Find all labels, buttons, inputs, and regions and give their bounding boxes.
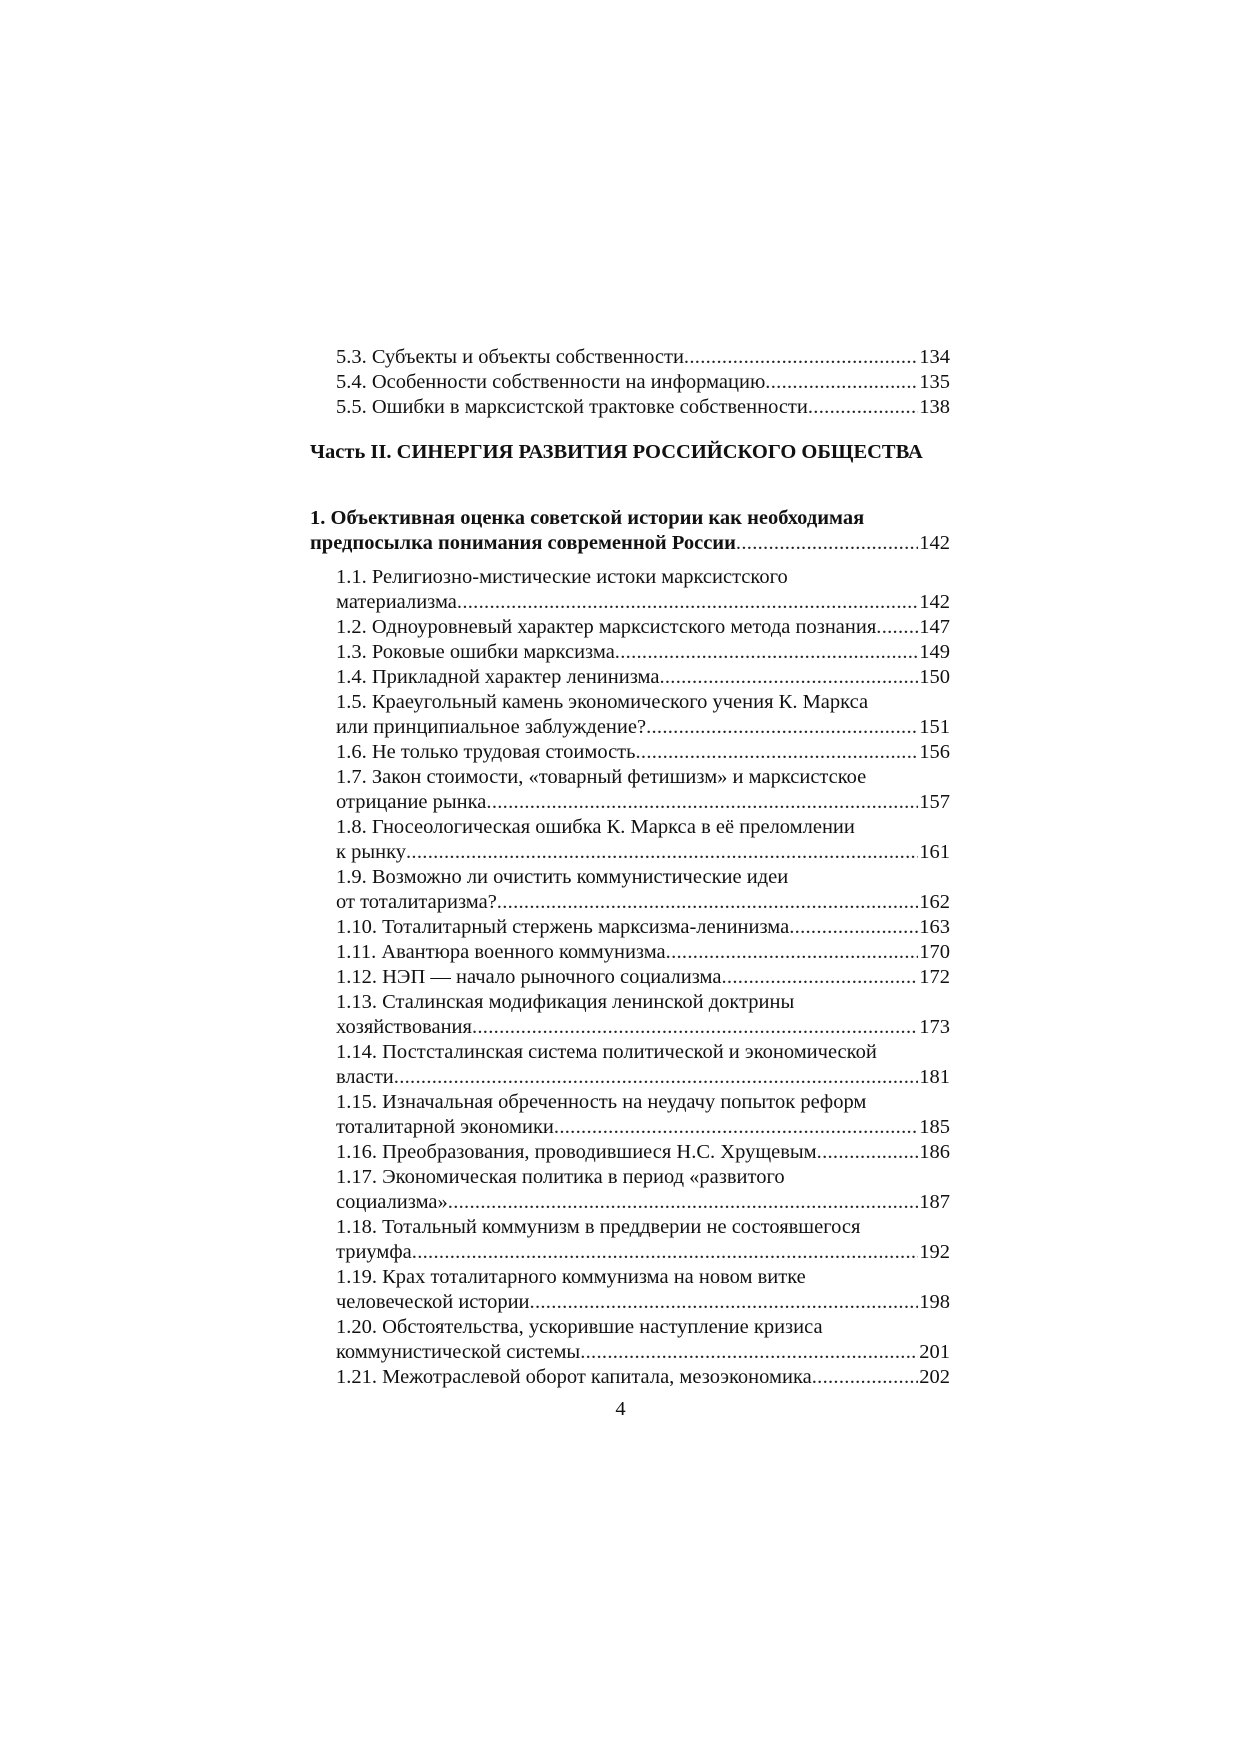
leader-dots: [412, 1240, 918, 1265]
toc-entry: [310, 345, 950, 370]
leader-dots: [554, 1115, 918, 1140]
toc-entry: [310, 665, 950, 690]
toc-entry-title: 5.3. Субъекты и объекты собственности: [336, 346, 684, 368]
toc-entry-title-line2: тоталитарной экономики: [336, 1116, 554, 1138]
toc-entry-page: 150: [919, 666, 950, 688]
toc-entry: [310, 395, 950, 420]
toc-entry-title-line1: 1.13. Сталинская модификация ленинской доктрины: [336, 991, 795, 1013]
toc-entry: [310, 690, 950, 740]
toc-entry-title-line2: хозяйствования: [336, 1016, 472, 1038]
toc-entry-title-line1: 1.18. Тотальный коммунизм в преддверии не состоявшегося: [336, 1216, 861, 1238]
toc-entry-page: 151: [919, 716, 950, 738]
toc-entry-title: 1.21. Межотраслевой оборот капитала, мезоэкономика: [336, 1366, 812, 1388]
toc-entry: [310, 1215, 950, 1265]
toc-entry: [310, 1140, 950, 1165]
toc-entry-title-line2: к рынку: [336, 841, 406, 863]
toc-entry-title-line1: 1.15. Изначальная обреченность на неудачу попыток реформ: [336, 1091, 867, 1113]
toc-entry: [310, 865, 950, 915]
leader-dots: [876, 615, 918, 640]
toc-entry-page: 198: [919, 1291, 950, 1313]
toc-entry-page: 163: [919, 916, 950, 938]
toc-entry-title: 1.16. Преобразования, проводившиеся Н.С. Хрущевым: [336, 1141, 817, 1163]
toc-entry-page: 142: [919, 591, 950, 613]
leader-dots: [394, 1065, 918, 1090]
leader-dots: [530, 1290, 919, 1315]
toc-entry: [310, 1365, 950, 1390]
toc-entry-title-line2: власти: [336, 1066, 394, 1088]
table-of-contents: [310, 345, 950, 1390]
toc-entry-page: 162: [919, 891, 950, 913]
leader-dots: [812, 1365, 919, 1390]
toc-entry: [310, 965, 950, 990]
toc-entry-title-line2: коммунистической системы: [336, 1341, 581, 1363]
toc-entry-page: 202: [919, 1366, 950, 1388]
toc-entry-page: 172: [919, 966, 950, 988]
toc-entry-title-line1: 1.8. Гносеологическая ошибка К. Маркса в её преломлении: [336, 816, 855, 838]
toc-chapter-entry: [310, 506, 950, 556]
leader-dots: [406, 840, 918, 865]
leader-dots: [486, 790, 918, 815]
toc-entry-page: 170: [919, 941, 950, 963]
toc-entry-page: 192: [919, 1241, 950, 1263]
toc-entry-page: 157: [919, 791, 950, 813]
leader-dots: [765, 370, 918, 395]
leader-dots: [472, 1015, 918, 1040]
toc-entry-title-line2: материализма: [336, 591, 457, 613]
toc-entry-page: 201: [919, 1341, 950, 1363]
toc-entry-title-line2: триумфа: [336, 1241, 412, 1263]
toc-entry-title-line1: 1.14. Постсталинская система политической и экономической: [336, 1041, 877, 1063]
section-list: [310, 565, 950, 1390]
toc-entry: [310, 370, 950, 395]
toc-entry-title: 1.6. Не только трудовая стоимость: [336, 741, 636, 763]
toc-entry-title-line1: 1.19. Крах тоталитарного коммунизма на новом витке: [336, 1266, 806, 1288]
toc-chapter-title-line2: предпосылка понимания современной России: [310, 532, 736, 554]
leader-dots: [615, 640, 918, 665]
leader-dots: [497, 890, 918, 915]
toc-entry: [310, 1165, 950, 1215]
toc-entry: [310, 1090, 950, 1140]
toc-entry: [310, 990, 950, 1040]
toc-entry: [310, 915, 950, 940]
toc-entry: [310, 640, 950, 665]
toc-entry-title: 1.12. НЭП — начало рыночного социализма: [336, 966, 722, 988]
toc-entry-title-line1: 1.17. Экономическая политика в период «развитого: [336, 1166, 785, 1188]
toc-entry: [310, 940, 950, 965]
toc-entry-title-line2: отрицание рынка: [336, 791, 487, 813]
leader-dots: [457, 590, 918, 615]
toc-entry: [310, 765, 950, 815]
toc-entry-title-line1: 1.1. Религиозно-мистические истоки марксистского: [336, 566, 788, 588]
toc-entry-title: 1.11. Авантюра военного коммунизма: [336, 941, 666, 963]
toc-chapter-title-line1: 1. Объективная оценка советской истории как необходимая: [310, 507, 865, 529]
leader-dots: [666, 940, 919, 965]
toc-entry: [310, 615, 950, 640]
toc-entry-title: 1.4. Прикладной характер ленинизма: [336, 666, 660, 688]
page-number: 4: [615, 1398, 626, 1420]
leader-dots: [808, 395, 918, 420]
toc-entry-title-line1: 1.5. Краеугольный камень экономического учения К. Маркса: [336, 691, 869, 713]
toc-entry-title-line2: человеческой истории: [336, 1291, 530, 1313]
toc-entry-page: 185: [919, 1116, 950, 1138]
toc-entry-title-line2: или принципиальное заблуждение?: [336, 716, 647, 738]
toc-entry-title: 1.10. Тоталитарный стержень марксизма-ленинизма: [336, 916, 790, 938]
toc-entry-title-line2: от тоталитаризма?: [336, 891, 497, 913]
leader-dots: [789, 915, 918, 940]
toc-entry-page: 187: [919, 1191, 950, 1213]
toc-entry-title: 5.4. Особенности собственности на информацию: [336, 371, 766, 393]
toc-entry-page: 138: [919, 396, 950, 418]
toc-entry-page: 149: [919, 641, 950, 663]
toc-entry-page: 135: [919, 371, 950, 393]
toc-entry-page: 134: [919, 346, 950, 368]
toc-entry-page: 173: [919, 1016, 950, 1038]
toc-entry-title-line1: 1.20. Обстоятельства, ускорившие наступление кризиса: [336, 1316, 823, 1338]
leader-dots: [736, 531, 918, 556]
toc-entry-title-line1: 1.7. Закон стоимости, «товарный фетишизм» и марксистское: [336, 766, 867, 788]
toc-entry: [310, 740, 950, 765]
leader-dots: [448, 1190, 918, 1215]
leader-dots: [684, 345, 918, 370]
toc-entry-title: 5.5. Ошибки в марксистской трактовке собственности: [336, 396, 808, 418]
toc-entry-page: 147: [919, 616, 950, 638]
leader-dots: [646, 715, 918, 740]
leader-dots: [722, 965, 919, 990]
toc-chapter-page: 142: [919, 532, 950, 554]
leader-dots: [580, 1340, 918, 1365]
toc-entry-title: 1.3. Роковые ошибки марксизма: [336, 641, 615, 663]
toc-entry-title-line2: социализма»: [336, 1191, 448, 1213]
toc-entry-title-line1: 1.9. Возможно ли очистить коммунистические идеи: [336, 866, 789, 888]
toc-entry: [310, 815, 950, 865]
toc-entry-title: 1.2. Одноуровневый характер марксистского метода познания: [336, 616, 877, 638]
toc-entry: [310, 1265, 950, 1315]
toc-entry-page: 161: [919, 841, 950, 863]
part-title: Часть II. СИНЕРГИЯ РАЗВИТИЯ РОССИЙСКОГО ОБЩЕСТВА: [310, 441, 923, 463]
toc-entry: [310, 1315, 950, 1365]
leader-dots: [635, 740, 918, 765]
leader-dots: [817, 1140, 919, 1165]
toc-entry-page: 181: [919, 1066, 950, 1088]
toc-entry-page: 186: [919, 1141, 950, 1163]
toc-entry-page: 156: [919, 741, 950, 763]
toc-entry: [310, 565, 950, 615]
leader-dots: [659, 665, 918, 690]
toc-entry: [310, 1040, 950, 1090]
